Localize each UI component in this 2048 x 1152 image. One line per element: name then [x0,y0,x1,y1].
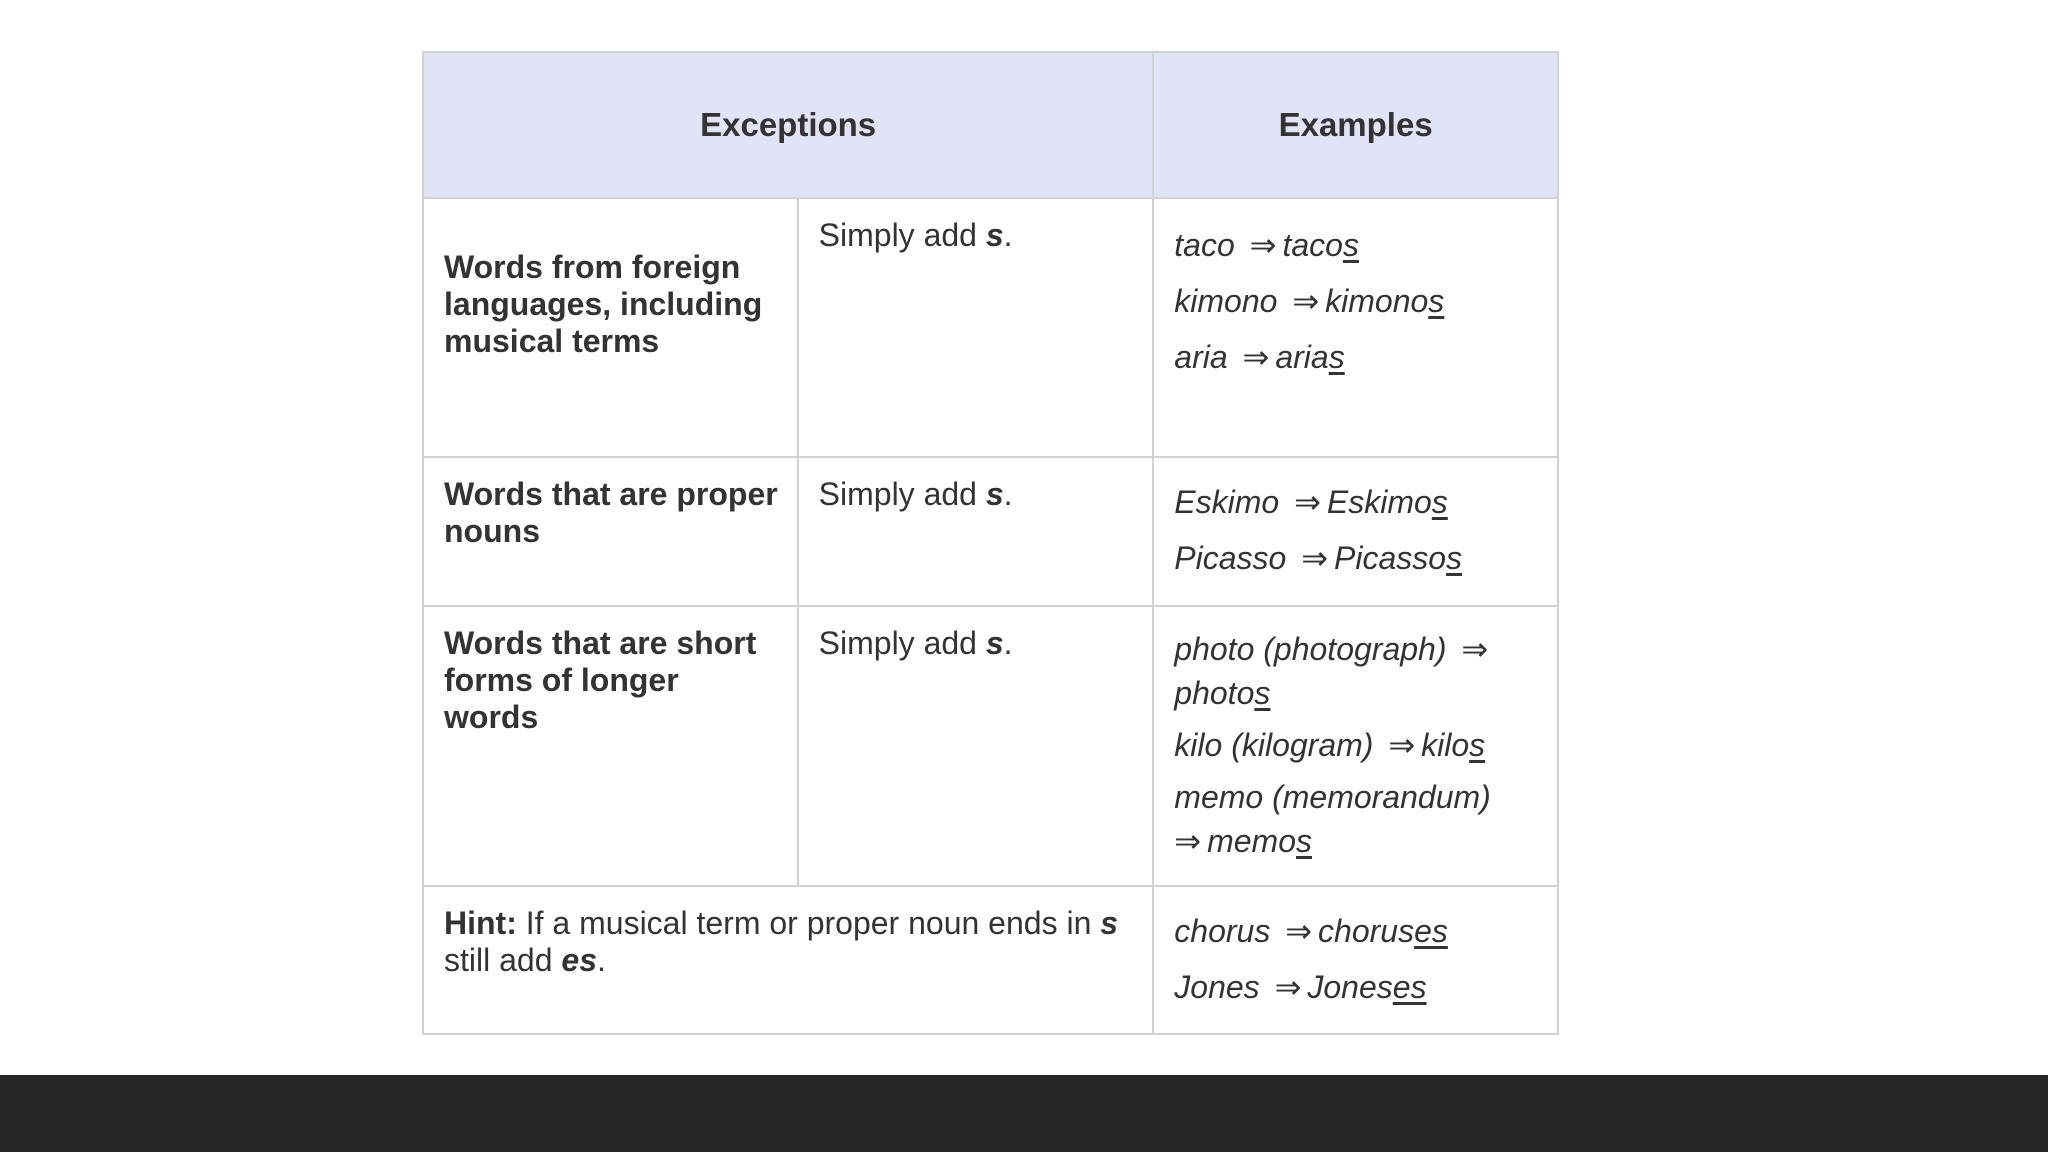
rule-suffix: s [985,217,1004,253]
example-item: kimono ⇒ kimonos [1174,283,1445,319]
arrow-icon: ⇒ [1242,339,1270,375]
exception-label-cell [423,457,798,606]
example-item: memo (memorandum) ⇒ memos [1174,779,1491,859]
arrow-icon: ⇒ [1249,227,1277,263]
exceptions-header: Exceptions [423,52,1153,198]
rule-end: . [1003,625,1013,661]
rule-end: . [1003,217,1013,253]
table-header-row [423,52,1558,198]
table-row [423,886,1558,1034]
arrow-icon: ⇒ [1301,540,1329,576]
exception-label: Words from foreign languages, including musical terms [444,249,763,359]
rule-cell [798,198,1154,457]
table-row [423,198,1558,457]
example-item: kilo (kilogram) ⇒ kilos [1174,727,1486,763]
exception-label: Words that are short forms of longer words [444,625,757,735]
rule-end: . [1003,476,1013,512]
rule-text [799,458,1153,513]
examples-list [1154,458,1557,577]
examples-cell [1153,886,1558,1034]
rule-cell [798,457,1154,606]
examples-cell [1153,457,1558,606]
example-item: Picasso ⇒ Picassos [1174,540,1463,576]
rule-suffix: s [985,476,1004,512]
examples-header: Examples [1153,52,1558,198]
rule-text [799,607,1153,662]
arrow-icon: ⇒ [1174,823,1202,859]
rule-prefix: Simply add [818,476,986,512]
arrow-icon: ⇒ [1388,727,1416,763]
arrow-icon: ⇒ [1292,283,1320,319]
hint-text: Hint: If a musical term or proper noun ends in s still add es. [444,905,1119,978]
examples-list [1154,607,1557,863]
rule-text [799,199,1153,254]
arrow-icon: ⇒ [1285,913,1313,949]
rule-prefix: Simply add [818,625,986,661]
example-item: Eskimo ⇒ Eskimos [1174,484,1448,520]
example-item: chorus ⇒ choruses [1174,913,1448,949]
examples-cell [1153,198,1558,457]
table-row [423,457,1558,606]
rule-cell [798,606,1154,886]
examples-list [1154,887,1557,1006]
example-item: aria ⇒ arias [1174,339,1345,375]
exception-label-cell [423,198,798,457]
arrow-icon: ⇒ [1274,969,1302,1005]
rule-prefix: Simply add [818,217,986,253]
example-item: Jones ⇒ Joneses [1174,969,1427,1005]
rule-suffix: s [985,625,1004,661]
arrow-icon: ⇒ [1461,631,1489,667]
table-row [423,606,1558,886]
hint-cell [423,886,1153,1034]
arrow-icon: ⇒ [1294,484,1321,520]
examples-list [1154,199,1557,376]
examples-cell [1153,606,1558,886]
pluralization-exceptions-table [422,51,1559,1035]
footer-bar [0,1075,2048,1152]
exception-label-cell [423,606,798,886]
exception-label: Words that are proper nouns [444,476,778,549]
hint-label: Hint: [444,905,517,941]
example-item: taco ⇒ tacos [1174,227,1359,263]
example-item: photo (photograph) ⇒ photos [1174,627,1541,715]
